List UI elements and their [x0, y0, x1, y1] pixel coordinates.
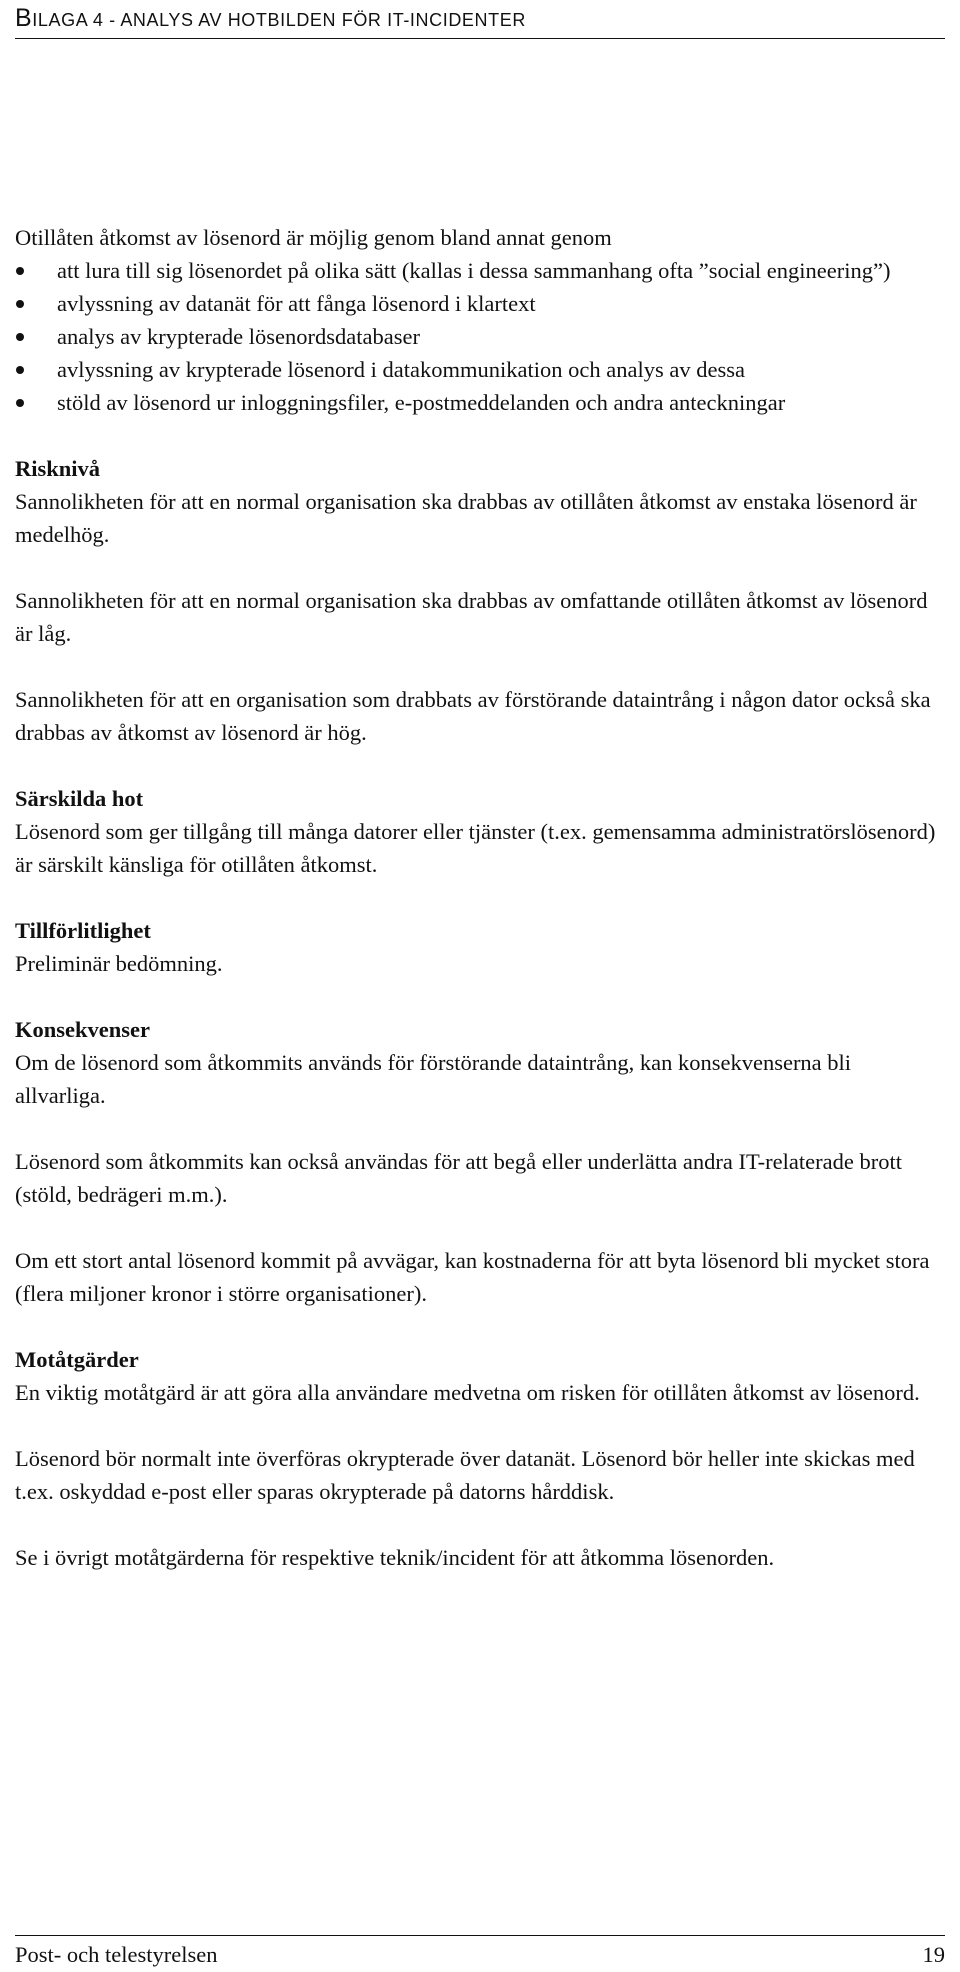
list-item-text: stöld av lösenord ur inloggningsfiler, e-postmeddelanden och andra anteckningar: [57, 390, 786, 415]
countermeasures-paragraph: Se i övrigt motåtgärderna för respektive teknik/incident för att åtkomma lösenorden.: [15, 1545, 775, 1570]
page-header: [15, 5, 945, 39]
consequences-paragraph: Om ett stort antal lösenord kommit på avvägar, kan kostnaderna för att byta lösenord bli mycket stora (flera miljoner kronor i större organisationer).: [15, 1248, 930, 1306]
bullet-icon: [16, 267, 24, 275]
special-threats-text: Lösenord som ger tillgång till många datorer eller tjänster (t.ex. gemensamma administratörslösenord) är särskilt känsliga för otillåten åtkomst.: [15, 819, 936, 877]
bullet-icon: [16, 366, 24, 374]
header-initial: B: [15, 4, 33, 32]
risk-heading: Risknivå: [15, 456, 101, 481]
consequences-heading: Konsekvenser: [15, 1017, 150, 1042]
consequences-paragraph: Lösenord som åtkommits kan också användas för att begå eller underlätta andra IT-relaterade brott (stöld, bedrägeri m.m.).: [15, 1149, 902, 1207]
list-item: [15, 287, 945, 320]
list-item: [15, 386, 945, 419]
footer-publisher: Post- och telestyrelsen: [15, 1942, 218, 1967]
consequences-paragraph: Om de lösenord som åtkommits används för förstörande dataintrång, kan konsekvenserna bli allvarliga.: [15, 1050, 852, 1108]
list-item-text: analys av krypterade lösenordsdatabaser: [57, 324, 420, 349]
intro-text: Otillåten åtkomst av lösenord är möjlig genom bland annat genom: [15, 225, 612, 250]
reliability-text: Preliminär bedömning.: [15, 951, 223, 976]
risk-paragraph: Sannolikheten för att en organisation som drabbats av förstörande dataintrång i någon dator också ska drabbas av åtkomst av lösenord är hög.: [15, 687, 931, 745]
countermeasures-paragraph: Lösenord bör normalt inte överföras okrypterade över datanät. Lösenord bör heller inte skickas med t.ex. oskyddad e-post eller sparas okrypterade på datorns hårddisk.: [15, 1446, 915, 1504]
page-footer: [15, 1935, 945, 1970]
document-body: [15, 221, 945, 1574]
list-item: [15, 254, 945, 287]
risk-paragraph: Sannolikheten för att en normal organisation ska drabbas av omfattande otillåten åtkomst av lösenord är låg.: [15, 588, 928, 646]
list-item-text: avlyssning av krypterade lösenord i datakommunikation och analys av dessa: [57, 357, 745, 382]
bullet-icon: [16, 399, 24, 407]
page-number: 19: [922, 1942, 945, 1967]
list-item: [15, 320, 945, 353]
reliability-heading: Tillförlitlighet: [15, 918, 151, 943]
list-item: [15, 353, 945, 386]
attack-methods-list: [15, 254, 945, 419]
header-title: ILAGA 4 - ANALYS AV HOTBILDEN FÖR IT-INCIDENTER: [32, 10, 526, 30]
countermeasures-heading: Motåtgärder: [15, 1347, 139, 1372]
risk-paragraph: Sannolikheten för att en normal organisation ska drabbas av otillåten åtkomst av enstaka lösenord är medelhög.: [15, 489, 917, 547]
special-threats-heading: Särskilda hot: [15, 786, 144, 811]
countermeasures-paragraph: En viktig motåtgärd är att göra alla användare medvetna om risken för otillåten åtkomst av lösenord.: [15, 1380, 920, 1405]
bullet-icon: [16, 300, 24, 308]
list-item-text: att lura till sig lösenordet på olika sätt (kallas i dessa sammanhang ofta ”social engineering”): [57, 258, 891, 283]
list-item-text: avlyssning av datanät för att fånga lösenord i klartext: [57, 291, 536, 316]
bullet-icon: [16, 333, 24, 341]
